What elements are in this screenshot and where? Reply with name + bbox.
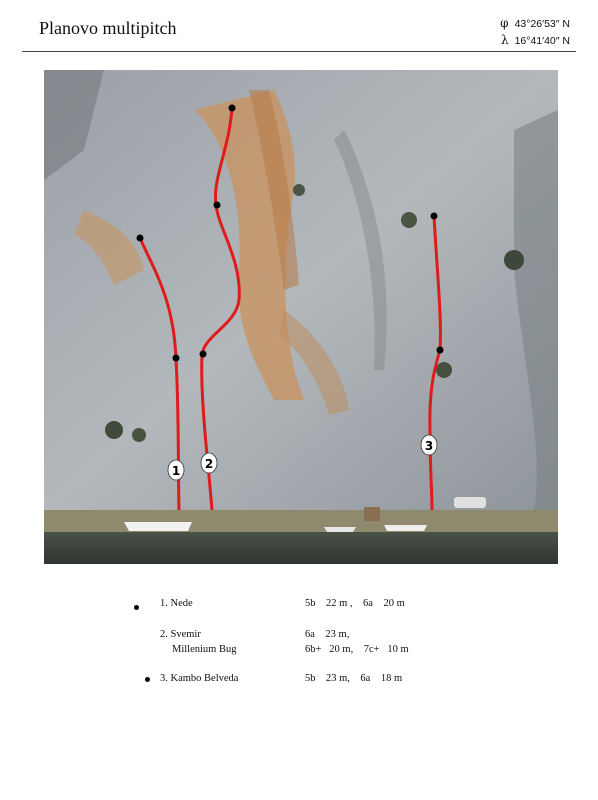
bush — [293, 184, 305, 196]
latitude — [500, 15, 570, 32]
car — [454, 497, 486, 508]
route-3-marker — [421, 435, 437, 455]
page-title: Planovo multipitch — [39, 18, 177, 38]
route-1-belay — [173, 355, 180, 362]
rock-face — [44, 70, 558, 510]
route-2-belay — [229, 105, 236, 112]
bush — [436, 362, 452, 378]
boat — [384, 525, 427, 531]
route-1-name: 1. Nede — [160, 598, 193, 609]
route-2b-name: Millenium Bug — [172, 644, 237, 655]
bush — [504, 250, 524, 270]
route-1-number: 1 — [171, 464, 181, 478]
route-1-belay — [137, 235, 144, 242]
route-2-pitches: 6a 23 m, — [305, 629, 350, 640]
hut — [364, 507, 380, 521]
header-divider — [22, 51, 576, 52]
bush — [132, 428, 146, 442]
bullet-route-1 — [134, 605, 139, 610]
route-2b-pitches: 6b+ 20 m, 7c+ 10 m — [305, 644, 409, 655]
crag-photo — [44, 70, 558, 564]
route-3-belay — [431, 213, 438, 220]
latitude-symbol: φ — [500, 16, 509, 30]
route-2-name: 2. Svemir — [160, 629, 201, 640]
boat — [324, 527, 356, 532]
route-3-belay — [437, 347, 444, 354]
longitude-value: 16°41′40″ N — [514, 35, 570, 47]
longitude — [500, 32, 570, 49]
coordinates — [500, 15, 570, 49]
route-1-pitches: 5b 22 m , 6a 20 m — [305, 598, 405, 609]
shore — [44, 510, 558, 532]
route-1-marker — [168, 460, 184, 480]
bullet-route-3 — [145, 677, 150, 682]
boat — [124, 522, 192, 531]
route-2-marker — [201, 453, 217, 473]
bush — [105, 421, 123, 439]
route-3-pitches: 5b 23 m, 6a 18 m — [305, 673, 403, 684]
route-2-number: 2 — [204, 457, 214, 471]
latitude-value: 43°26′53″ N — [514, 18, 570, 30]
bush — [401, 212, 417, 228]
longitude-symbol: λ — [500, 33, 509, 47]
route-3-name: 3. Kambo Belveda — [160, 673, 239, 684]
route-2-belay — [200, 351, 207, 358]
route-3-number: 3 — [424, 439, 434, 453]
route-2-belay — [214, 202, 221, 209]
water — [44, 532, 558, 564]
